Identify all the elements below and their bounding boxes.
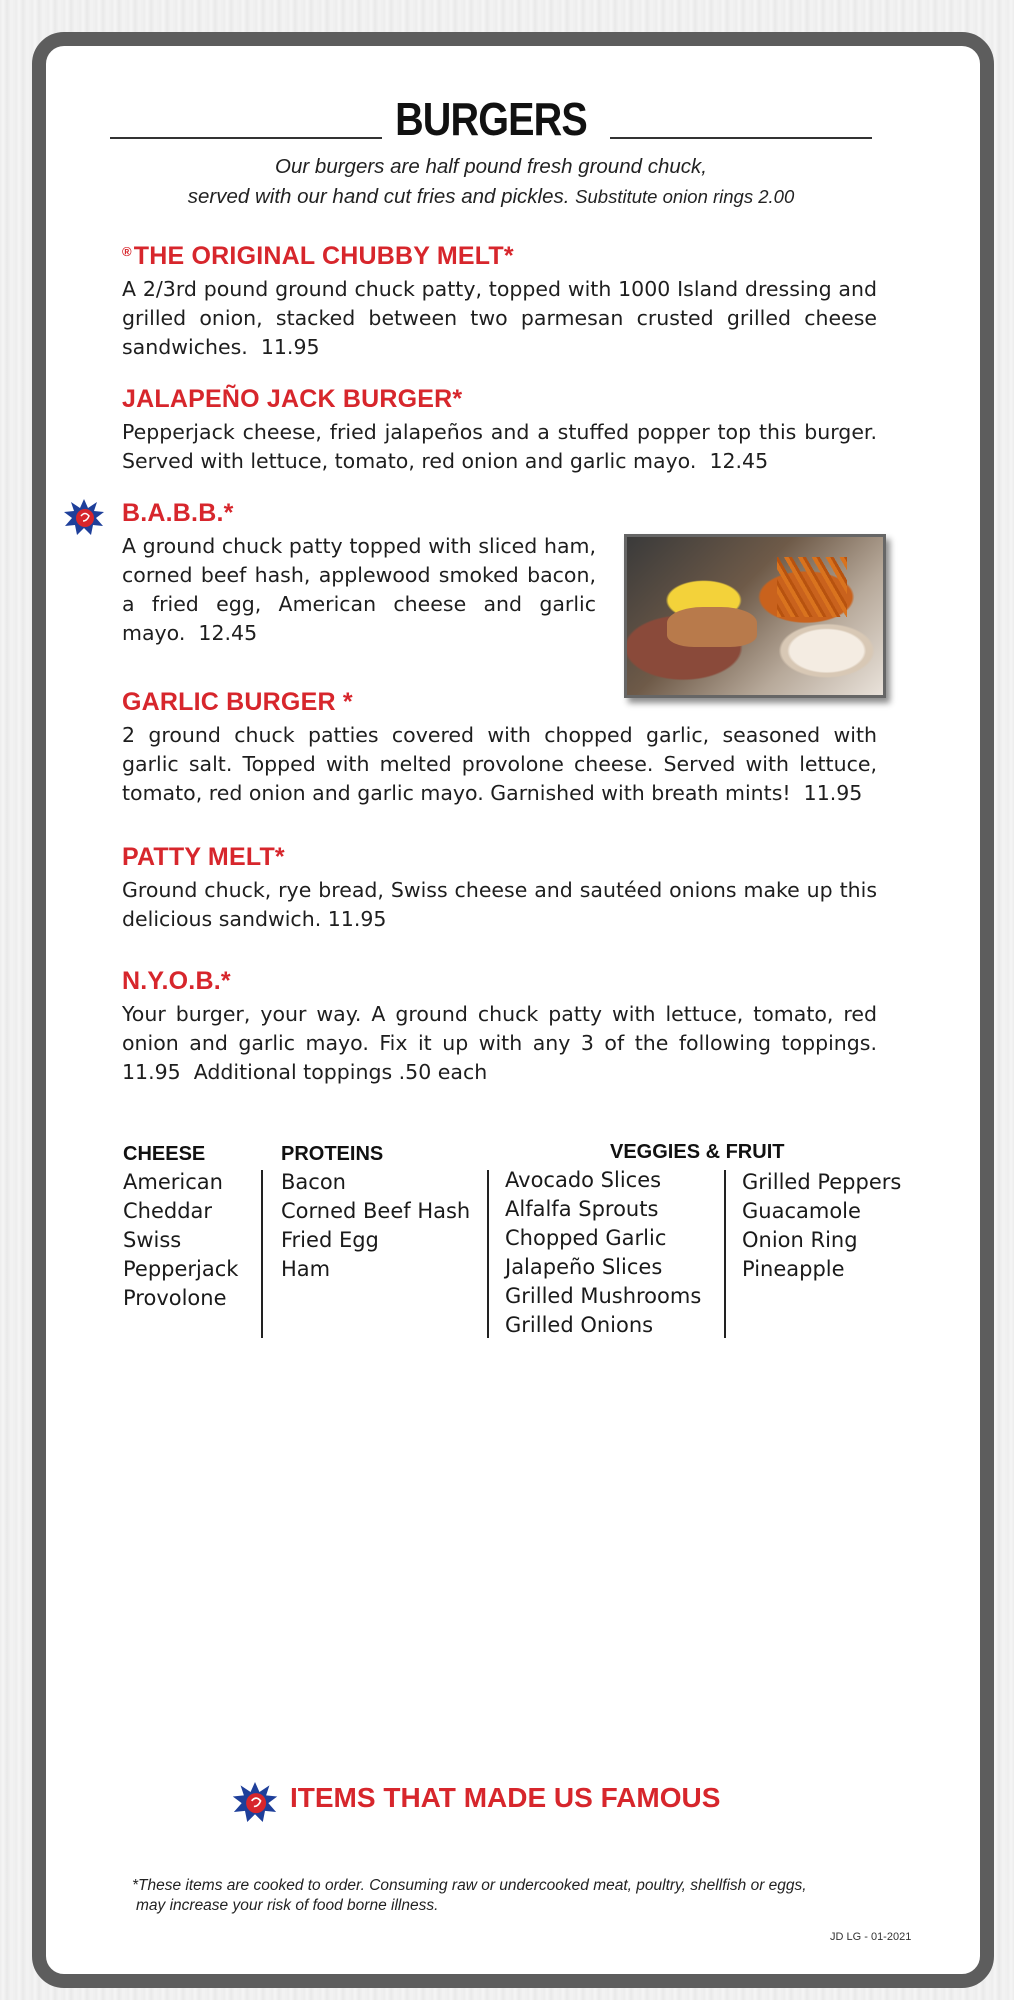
menu-item-description: A ground chuck patty topped with sliced ham, corned beef hash, applewood smoked bacon, a fried egg, American cheese and garlic mayo. 12.45	[122, 534, 596, 645]
list-item: Grilled Mushrooms	[505, 1284, 702, 1308]
list-item: Fried Egg	[281, 1228, 379, 1252]
list-item: Grilled Onions	[505, 1313, 654, 1337]
list-item: Chopped Garlic	[505, 1226, 667, 1250]
list-item: Provolone	[123, 1286, 227, 1310]
intro-substitute: Substitute onion rings 2.00	[575, 186, 795, 207]
menu-item-description: Ground chuck, rye bread, Swiss cheese and sautéed onions make up this delicious sandwich. 11.95	[122, 878, 877, 931]
fries-graphic	[777, 557, 847, 617]
list-item: Pepperjack	[123, 1257, 239, 1281]
veggies-heading: VEGGIES & FRUIT	[610, 1141, 785, 1163]
menu-item-name: ®THE ORIGINAL CHUBBY MELT*	[122, 242, 514, 270]
list-item: Ham	[281, 1257, 331, 1281]
proteins-list	[281, 1168, 470, 1284]
list-item: Guacamole	[742, 1199, 861, 1223]
cheese-heading: CHEESE	[123, 1143, 206, 1165]
list-item: Pineapple	[742, 1257, 845, 1281]
list-item: Jalapeño Slices	[505, 1255, 663, 1279]
registered-mark: ®	[122, 244, 132, 259]
bun-graphic	[667, 607, 757, 647]
column-divider	[487, 1170, 489, 1338]
menu-item-price: 11.95	[803, 781, 863, 805]
list-item: Onion Ring	[742, 1228, 858, 1252]
veggies-list-left	[505, 1166, 701, 1340]
menu-item-price: 11.95	[327, 907, 387, 931]
section-intro	[110, 152, 872, 212]
babb-burger-photo	[624, 534, 886, 698]
famous-starburst-icon	[232, 1782, 278, 1822]
list-item: Corned Beef Hash	[281, 1199, 471, 1223]
menu-item-price: 12.45	[709, 449, 769, 473]
famous-starburst-icon	[64, 499, 104, 535]
menu-item-description: Pepperjack cheese, fried jalapeños and a stuffed popper top this burger. Served with lettuce, tomato, red onion and garlic mayo. 12.45	[122, 420, 877, 473]
section-header	[110, 92, 872, 148]
list-item: Cheddar	[123, 1199, 213, 1223]
section-title: BURGERS	[395, 93, 587, 145]
menu-item-description: A 2/3rd pound ground chuck patty, topped with 1000 Island dressing and grilled onion, stacked between two parmesan crusted grilled cheese sandwiches. 11.95	[122, 277, 877, 359]
menu-item-name: JALAPEÑO JACK BURGER*	[122, 385, 463, 413]
menu-item-description: Your burger, your way. A ground chuck patty with lettuce, tomato, red onion and garlic mayo. Fix it up with any 3 of the following toppings. 11.95 Additional toppings .50 each	[122, 1002, 877, 1084]
proteins-heading: PROTEINS	[281, 1143, 384, 1165]
list-item: American	[123, 1170, 223, 1194]
title-rule-right	[610, 137, 872, 139]
menu-item-price: 11.95	[260, 335, 320, 359]
intro-line-2: served with our hand cut fries and pickles. Substitute onion rings 2.00	[187, 185, 795, 208]
list-item: Grilled Peppers	[742, 1170, 902, 1194]
menu-item-price: 11.95	[122, 1060, 181, 1084]
menu-version-code: JD LG - 01-2021	[830, 1931, 912, 1943]
list-item: Swiss	[123, 1228, 182, 1252]
menu-item-name: B.A.B.B.*	[122, 499, 234, 527]
menu-item-description: 2 ground chuck patties covered with chopped garlic, seasoned with garlic salt. Topped with melted provolone cheese. Served with lettuce, tomato, red onion and garlic mayo. Garnished with breath mints! 11.95	[122, 723, 877, 805]
list-item: Bacon	[281, 1170, 346, 1194]
column-divider	[724, 1170, 726, 1338]
food-safety-disclaimer: *These items are cooked to order. Consuming raw or undercooked meat, poultry, shellfish or eggs, may increase your risk of food borne illness.	[132, 1877, 807, 1914]
menu-item-name: N.Y.O.B.*	[122, 967, 231, 995]
menu-item-name: GARLIC BURGER *	[122, 688, 353, 716]
menu-item-price: 12.45	[198, 621, 258, 645]
menu-item-name: PATTY MELT*	[122, 843, 285, 871]
menu-item-extra: Additional toppings .50 each	[193, 1060, 488, 1084]
veggies-list-right	[742, 1168, 901, 1284]
list-item: Alfalfa Sprouts	[505, 1197, 659, 1221]
famous-legend-label: ITEMS THAT MADE US FAMOUS	[290, 1782, 721, 1813]
cheese-list	[123, 1168, 238, 1313]
list-item: Avocado Slices	[505, 1168, 662, 1192]
column-divider	[261, 1170, 263, 1338]
intro-line-1: Our burgers are half pound fresh ground chuck,	[275, 155, 707, 178]
